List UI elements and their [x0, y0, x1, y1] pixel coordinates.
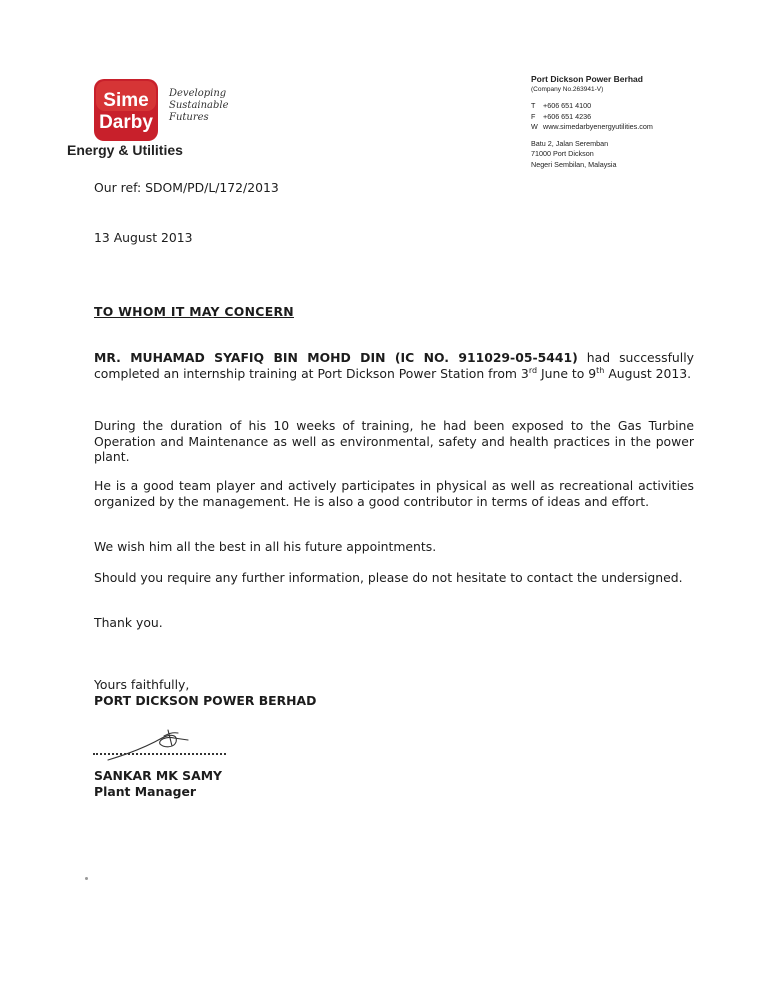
address-line: Batu 2, Jalan Seremban [531, 138, 609, 148]
closing-salutation: Yours faithfully, [94, 677, 190, 692]
reference-number: Our ref: SDOM/PD/L/172/2013 [94, 180, 279, 195]
signing-company: PORT DICKSON POWER BERHAD [94, 693, 317, 708]
paragraph-character: He is a good team player and actively participates in physical as well as recreational activities organized by the management. He is also a good contributor in terms of ideas and effort. [94, 478, 694, 509]
company-phone: T +606 651 4100 [531, 101, 592, 110]
paper-speck [85, 877, 88, 880]
tagline-line: Developing [169, 88, 227, 99]
paragraph-thanks: Thank you. [94, 615, 163, 630]
sime-darby-logo [93, 78, 159, 142]
signature-line [93, 753, 226, 755]
logo-text-line1: Sime [103, 90, 149, 111]
company-fax: F +606 651 4236 [531, 111, 592, 121]
letter-date: 13 August 2013 [94, 230, 193, 245]
handwritten-signature [100, 724, 200, 768]
paragraph-intro: MR. MUHAMAD SYAFIQ BIN MOHD DIN (IC NO. 911029-05-5441) had successfully completed an internship training at Port Dickson Power Station from 3rd June to 9th August 2013. [94, 350, 694, 381]
letter-heading: TO WHOM IT MAY CONCERN [94, 304, 294, 319]
paragraph-wishes: We wish him all the best in all his future appointments. [94, 539, 437, 554]
signer-name: SANKAR MK SAMY [94, 768, 222, 783]
tagline-line: Sustainable [169, 100, 229, 111]
brand-tagline [169, 88, 229, 124]
company-name: Port Dickson Power Berhad [531, 74, 643, 84]
tagline-line: Futures [169, 112, 209, 123]
company-website: W www.simedarbyenergyutilities.com [531, 122, 653, 131]
company-address-block [531, 74, 653, 170]
division-name: Energy & Utilities [67, 142, 183, 158]
address-line: 71000 Port Dickson [531, 149, 594, 158]
paragraph-training: During the duration of his 10 weeks of training, he had been exposed to the Gas Turbine Operation and Maintenance as well as environmental, safety and health practices in the power plant. [94, 418, 694, 464]
intern-name: MR. MUHAMAD SYAFIQ BIN MOHD DIN (IC NO. 911029-05-5441) [94, 350, 578, 365]
paragraph-contact: Should you require any further information, please do not hesitate to contact the undersigned. [94, 570, 683, 585]
address-line: Negeri Sembilan, Malaysia [531, 159, 617, 169]
company-registration: (Company No.263941-V) [531, 86, 604, 93]
signer-title: Plant Manager [94, 784, 197, 799]
logo-text-line2: Darby [99, 112, 153, 133]
